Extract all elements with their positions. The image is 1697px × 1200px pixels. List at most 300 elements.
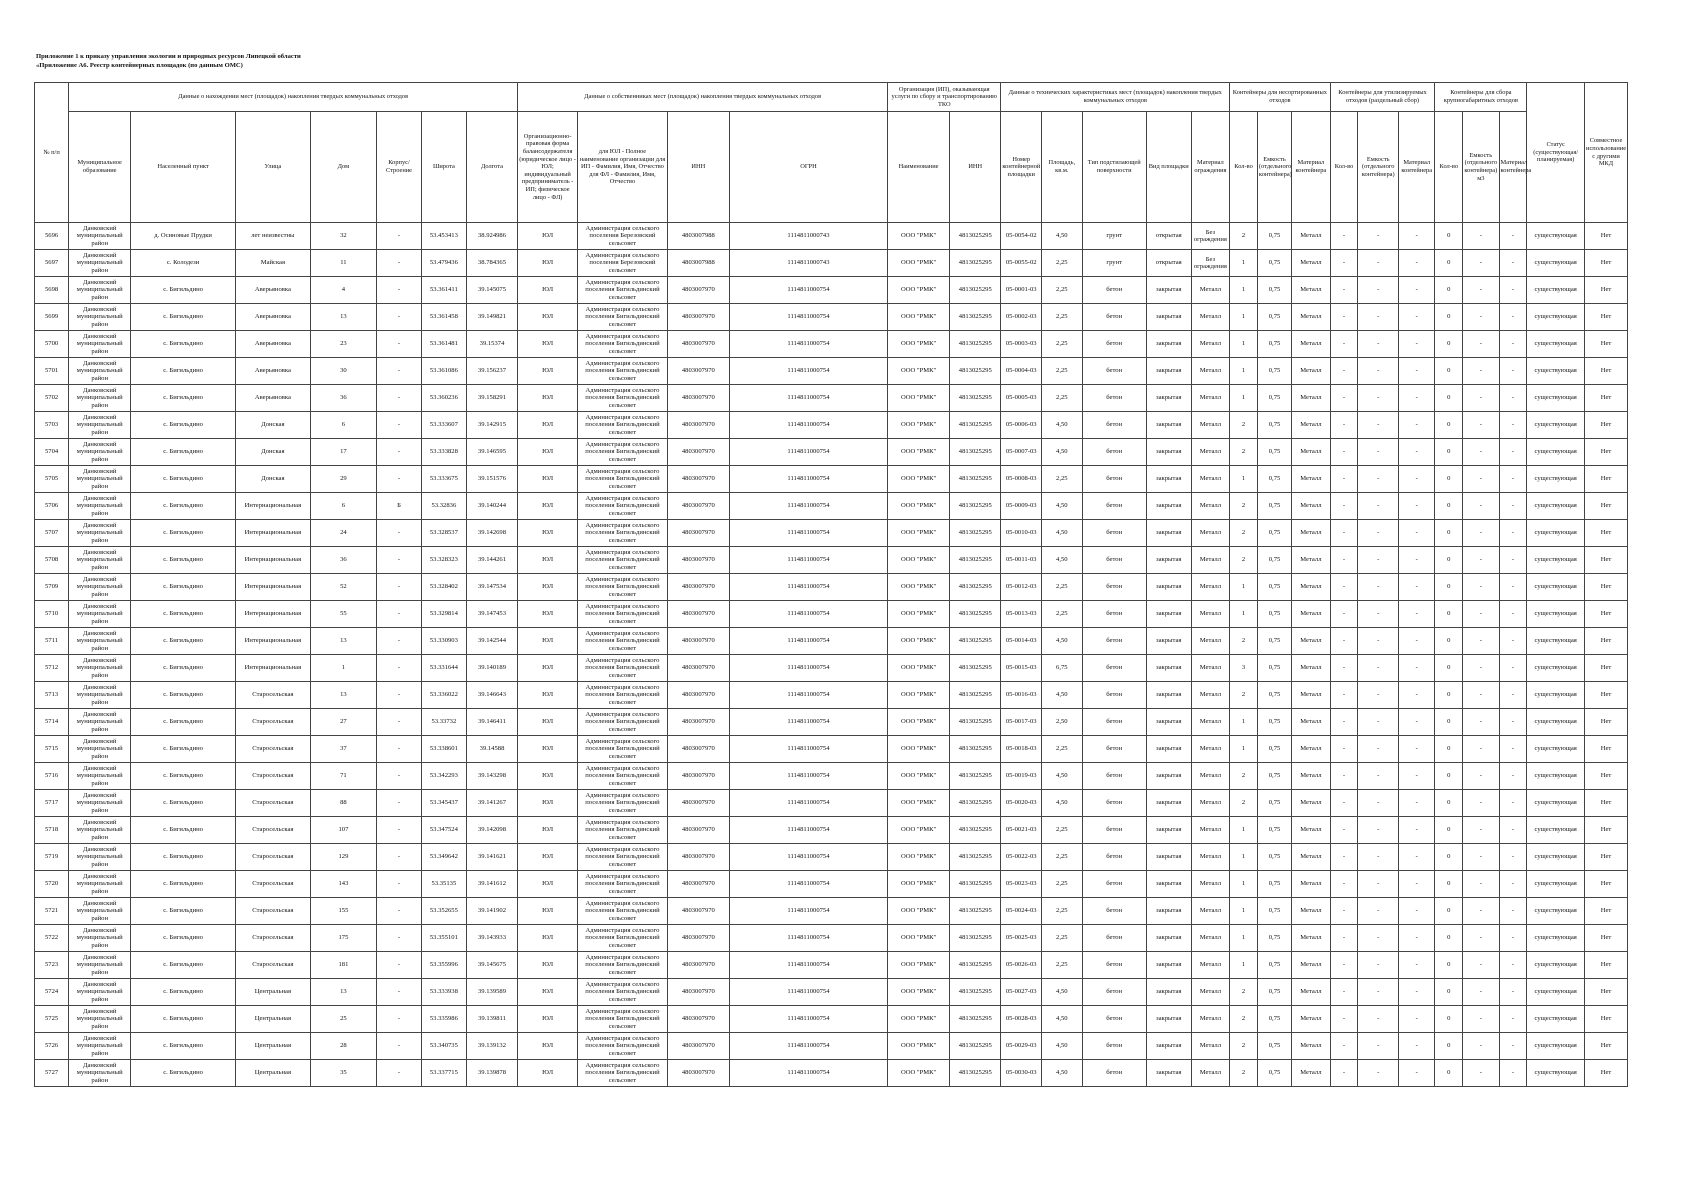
cell-house: 155 — [310, 898, 376, 925]
cell-building: - — [377, 1033, 422, 1060]
cell-ogrn: 1114811000754 — [729, 763, 887, 790]
cell-house: 35 — [310, 1060, 376, 1087]
cell-municipality: Данковский муниципальный район — [69, 574, 131, 601]
cell-volume-3: - — [1463, 925, 1499, 952]
cell-legal-form: ЮЛ — [518, 1060, 578, 1087]
cell-street: Майская — [235, 250, 310, 277]
cell-material-1: Металл — [1292, 763, 1331, 790]
cell-volume-1: 0,75 — [1257, 898, 1291, 925]
cell-material-3: - — [1499, 1033, 1527, 1060]
cell-material-1: Металл — [1292, 871, 1331, 898]
cell-qty-3: 0 — [1435, 952, 1463, 979]
cell-legal-form: ЮЛ — [518, 952, 578, 979]
cell-area: 4,50 — [1042, 682, 1083, 709]
cell-lon: 39.141621 — [466, 844, 517, 871]
cell-building: - — [377, 250, 422, 277]
cell-volume-1: 0,75 — [1257, 628, 1291, 655]
cell-settlement: с. Бигильдино — [131, 412, 236, 439]
table-row — [35, 466, 1628, 493]
cell-surface: бетон — [1082, 466, 1146, 493]
cell-qty-1: 1 — [1230, 817, 1258, 844]
cell-volume-3: - — [1463, 520, 1499, 547]
cell-operator-name: ООО "РМК" — [888, 682, 950, 709]
cell-org-name: Администрация сельского поселения Бигильдинский сельсовет — [578, 358, 668, 385]
cell-ogrn: 1114811000754 — [729, 358, 887, 385]
cell-street: Центральная — [235, 1006, 310, 1033]
cell-volume-2: - — [1358, 871, 1399, 898]
cell-material-2: - — [1399, 736, 1435, 763]
cell-qty-1: 1 — [1230, 385, 1258, 412]
cell-operator-name: ООО "РМК" — [888, 925, 950, 952]
cell-material-1: Металл — [1292, 385, 1331, 412]
cell-operator-inn: 4813025295 — [950, 223, 1001, 250]
cell-material-2: - — [1399, 331, 1435, 358]
cell-material-3: - — [1499, 250, 1527, 277]
cell-site-type: закрытая — [1146, 655, 1191, 682]
header-site-type: Вид площадки — [1146, 112, 1191, 223]
cell-operator-name: ООО "РМК" — [888, 979, 950, 1006]
cell-lat: 53.355101 — [421, 925, 466, 952]
cell-street: Старосельская — [235, 925, 310, 952]
cell-site-no: 05-0014-03 — [1001, 628, 1042, 655]
cell-material-1: Металл — [1292, 1060, 1331, 1087]
cell-inn: 4803007970 — [667, 493, 729, 520]
cell-building: - — [377, 466, 422, 493]
cell-qty-2: - — [1330, 763, 1358, 790]
cell-inn: 4803007970 — [667, 547, 729, 574]
header-status: Статус (существующая/ планируемая) — [1527, 83, 1585, 223]
cell-surface: бетон — [1082, 385, 1146, 412]
cell-operator-inn: 4813025295 — [950, 736, 1001, 763]
cell-municipality: Данковский муниципальный район — [69, 1033, 131, 1060]
cell-org-name: Администрация сельского поселения Бигильдинский сельсовет — [578, 331, 668, 358]
header-group-bulky: Контейнеры для сбора крупногабаритных отходов — [1435, 83, 1527, 112]
cell-qty-3: 0 — [1435, 574, 1463, 601]
table-row — [35, 1006, 1628, 1033]
cell-shared: Нет — [1585, 682, 1628, 709]
cell-volume-2: - — [1358, 493, 1399, 520]
cell-org-name: Администрация сельского поселения Бигильдинский сельсовет — [578, 547, 668, 574]
cell-lat: 53.328537 — [421, 520, 466, 547]
cell-volume-3: - — [1463, 493, 1499, 520]
cell-building: - — [377, 223, 422, 250]
cell-lon: 39.15374 — [466, 331, 517, 358]
cell-lon: 39.141267 — [466, 790, 517, 817]
cell-inn: 4803007970 — [667, 466, 729, 493]
cell-site-type: закрытая — [1146, 925, 1191, 952]
cell-street: Центральная — [235, 1033, 310, 1060]
cell-municipality: Данковский муниципальный район — [69, 817, 131, 844]
cell-building: - — [377, 574, 422, 601]
cell-area: 4,50 — [1042, 1006, 1083, 1033]
cell-material-2: - — [1399, 655, 1435, 682]
cell-num: 5721 — [35, 898, 69, 925]
cell-volume-1: 0,75 — [1257, 979, 1291, 1006]
registry-body — [35, 223, 1628, 1087]
cell-legal-form: ЮЛ — [518, 250, 578, 277]
cell-surface: бетон — [1082, 925, 1146, 952]
table-row — [35, 304, 1628, 331]
cell-area: 2,25 — [1042, 277, 1083, 304]
cell-material-1: Металл — [1292, 574, 1331, 601]
cell-status: существующая — [1527, 223, 1585, 250]
cell-num: 5727 — [35, 1060, 69, 1087]
cell-operator-inn: 4813025295 — [950, 628, 1001, 655]
cell-volume-1: 0,75 — [1257, 439, 1291, 466]
cell-qty-1: 2 — [1230, 1033, 1258, 1060]
cell-qty-1: 3 — [1230, 655, 1258, 682]
table-row — [35, 493, 1628, 520]
cell-qty-1: 1 — [1230, 304, 1258, 331]
cell-fence: Металл — [1191, 385, 1229, 412]
cell-qty-2: - — [1330, 466, 1358, 493]
cell-municipality: Данковский муниципальный район — [69, 412, 131, 439]
cell-qty-1: 1 — [1230, 358, 1258, 385]
cell-num: 5712 — [35, 655, 69, 682]
cell-volume-3: - — [1463, 331, 1499, 358]
cell-volume-3: - — [1463, 709, 1499, 736]
cell-material-1: Металл — [1292, 925, 1331, 952]
cell-building: - — [377, 277, 422, 304]
cell-street: Аверьяновка — [235, 304, 310, 331]
cell-building: - — [377, 979, 422, 1006]
cell-status: существующая — [1527, 790, 1585, 817]
cell-qty-2: - — [1330, 547, 1358, 574]
cell-street: Интернациональная — [235, 628, 310, 655]
cell-org-name: Администрация сельского поселения Бигильдинский сельсовет — [578, 1033, 668, 1060]
cell-lon: 39.145075 — [466, 277, 517, 304]
cell-settlement: с. Бигильдино — [131, 979, 236, 1006]
cell-status: существующая — [1527, 304, 1585, 331]
cell-qty-1: 2 — [1230, 439, 1258, 466]
cell-municipality: Данковский муниципальный район — [69, 898, 131, 925]
cell-fence: Металл — [1191, 628, 1229, 655]
cell-surface: бетон — [1082, 682, 1146, 709]
cell-num: 5698 — [35, 277, 69, 304]
cell-lat: 53.333938 — [421, 979, 466, 1006]
cell-org-name: Администрация сельского поселения Бигильдинский сельсовет — [578, 628, 668, 655]
cell-operator-inn: 4813025295 — [950, 763, 1001, 790]
cell-settlement: с. Бигильдино — [131, 790, 236, 817]
cell-num: 5700 — [35, 331, 69, 358]
cell-municipality: Данковский муниципальный район — [69, 925, 131, 952]
cell-fence: Металл — [1191, 871, 1229, 898]
table-row — [35, 682, 1628, 709]
cell-material-2: - — [1399, 547, 1435, 574]
cell-inn: 4803007970 — [667, 304, 729, 331]
cell-num: 5708 — [35, 547, 69, 574]
cell-volume-2: - — [1358, 412, 1399, 439]
cell-qty-3: 0 — [1435, 709, 1463, 736]
cell-settlement: с. Бигильдино — [131, 358, 236, 385]
cell-material-2: - — [1399, 250, 1435, 277]
cell-volume-3: - — [1463, 223, 1499, 250]
cell-qty-3: 0 — [1435, 250, 1463, 277]
cell-fence: Металл — [1191, 547, 1229, 574]
cell-material-2: - — [1399, 277, 1435, 304]
cell-ogrn: 1114811000754 — [729, 493, 887, 520]
cell-qty-3: 0 — [1435, 358, 1463, 385]
cell-street: Старосельская — [235, 790, 310, 817]
cell-material-1: Металл — [1292, 628, 1331, 655]
cell-volume-3: - — [1463, 844, 1499, 871]
cell-qty-2: - — [1330, 655, 1358, 682]
cell-inn: 4803007970 — [667, 817, 729, 844]
cell-operator-name: ООО "РМК" — [888, 601, 950, 628]
cell-ogrn: 1114811000754 — [729, 304, 887, 331]
cell-shared: Нет — [1585, 1006, 1628, 1033]
cell-site-no: 05-0011-03 — [1001, 547, 1042, 574]
cell-material-3: - — [1499, 331, 1527, 358]
cell-qty-3: 0 — [1435, 1060, 1463, 1087]
cell-operator-inn: 4813025295 — [950, 817, 1001, 844]
cell-settlement: с. Бигильдино — [131, 493, 236, 520]
cell-material-3: - — [1499, 466, 1527, 493]
cell-operator-inn: 4813025295 — [950, 466, 1001, 493]
cell-lon: 39.147534 — [466, 574, 517, 601]
cell-operator-inn: 4813025295 — [950, 790, 1001, 817]
cell-site-type: закрытая — [1146, 493, 1191, 520]
cell-surface: бетон — [1082, 358, 1146, 385]
cell-shared: Нет — [1585, 655, 1628, 682]
cell-legal-form: ЮЛ — [518, 331, 578, 358]
cell-street: Донская — [235, 412, 310, 439]
cell-area: 2,25 — [1042, 385, 1083, 412]
cell-municipality: Данковский муниципальный район — [69, 682, 131, 709]
cell-material-1: Металл — [1292, 1006, 1331, 1033]
cell-area: 4,50 — [1042, 1033, 1083, 1060]
cell-site-type: закрытая — [1146, 520, 1191, 547]
cell-qty-2: - — [1330, 412, 1358, 439]
cell-material-1: Металл — [1292, 790, 1331, 817]
cell-volume-1: 0,75 — [1257, 1033, 1291, 1060]
cell-building: - — [377, 439, 422, 466]
cell-house: 28 — [310, 1033, 376, 1060]
cell-material-3: - — [1499, 1006, 1527, 1033]
cell-operator-inn: 4813025295 — [950, 709, 1001, 736]
cell-legal-form: ЮЛ — [518, 304, 578, 331]
cell-material-2: - — [1399, 979, 1435, 1006]
cell-fence: Металл — [1191, 790, 1229, 817]
cell-lon: 39.146643 — [466, 682, 517, 709]
cell-house: 88 — [310, 790, 376, 817]
header-group-assorted: Контейнеры для несортированных отходов — [1230, 83, 1331, 112]
cell-house: 13 — [310, 628, 376, 655]
cell-settlement: с. Бигильдино — [131, 844, 236, 871]
cell-area: 2,25 — [1042, 817, 1083, 844]
cell-volume-1: 0,75 — [1257, 493, 1291, 520]
cell-lat: 53.360236 — [421, 385, 466, 412]
cell-operator-name: ООО "РМК" — [888, 223, 950, 250]
cell-surface: бетон — [1082, 493, 1146, 520]
cell-qty-3: 0 — [1435, 412, 1463, 439]
cell-municipality: Данковский муниципальный район — [69, 601, 131, 628]
cell-operator-inn: 4813025295 — [950, 304, 1001, 331]
cell-surface: бетон — [1082, 709, 1146, 736]
cell-house: 6 — [310, 412, 376, 439]
header-building: Корпус/Строение — [377, 112, 422, 223]
cell-lat: 53.328323 — [421, 547, 466, 574]
cell-municipality: Данковский муниципальный район — [69, 304, 131, 331]
cell-lat: 53.361411 — [421, 277, 466, 304]
cell-house: 37 — [310, 736, 376, 763]
cell-material-1: Металл — [1292, 682, 1331, 709]
cell-volume-2: - — [1358, 979, 1399, 1006]
cell-lat: 53.333828 — [421, 439, 466, 466]
cell-operator-inn: 4813025295 — [950, 412, 1001, 439]
cell-inn: 4803007970 — [667, 277, 729, 304]
cell-municipality: Данковский муниципальный район — [69, 547, 131, 574]
cell-site-type: закрытая — [1146, 817, 1191, 844]
cell-shared: Нет — [1585, 628, 1628, 655]
cell-org-name: Администрация сельского поселения Бигильдинский сельсовет — [578, 304, 668, 331]
cell-status: существующая — [1527, 331, 1585, 358]
cell-surface: бетон — [1082, 574, 1146, 601]
cell-site-no: 05-0012-03 — [1001, 574, 1042, 601]
cell-street: Аверьяновка — [235, 385, 310, 412]
cell-status: существующая — [1527, 655, 1585, 682]
cell-surface: бетон — [1082, 439, 1146, 466]
cell-qty-1: 2 — [1230, 547, 1258, 574]
cell-legal-form: ЮЛ — [518, 439, 578, 466]
cell-area: 4,50 — [1042, 547, 1083, 574]
header-org-name: для ЮЛ - Полное наименование организации для ИП - Фамилия, Имя, Отчество для ФЛ - Фамилия, Имя, Отчество — [578, 112, 668, 223]
cell-building: - — [377, 817, 422, 844]
cell-num: 5720 — [35, 871, 69, 898]
cell-material-1: Металл — [1292, 277, 1331, 304]
cell-volume-1: 0,75 — [1257, 790, 1291, 817]
cell-surface: бетон — [1082, 952, 1146, 979]
cell-status: существующая — [1527, 493, 1585, 520]
cell-shared: Нет — [1585, 790, 1628, 817]
cell-site-no: 05-0003-03 — [1001, 331, 1042, 358]
cell-shared: Нет — [1585, 223, 1628, 250]
cell-material-2: - — [1399, 709, 1435, 736]
cell-qty-3: 0 — [1435, 601, 1463, 628]
cell-status: существующая — [1527, 709, 1585, 736]
cell-lat: 53.361481 — [421, 331, 466, 358]
cell-area: 4,50 — [1042, 520, 1083, 547]
cell-qty-3: 0 — [1435, 817, 1463, 844]
cell-building: - — [377, 1006, 422, 1033]
cell-material-1: Металл — [1292, 1033, 1331, 1060]
cell-material-1: Металл — [1292, 898, 1331, 925]
cell-operator-name: ООО "РМК" — [888, 466, 950, 493]
header-qty-2: Кол-во — [1330, 112, 1358, 223]
cell-house: 25 — [310, 1006, 376, 1033]
cell-legal-form: ЮЛ — [518, 844, 578, 871]
cell-site-no: 05-0022-03 — [1001, 844, 1042, 871]
cell-operator-inn: 4813025295 — [950, 385, 1001, 412]
cell-operator-inn: 4813025295 — [950, 1060, 1001, 1087]
cell-org-name: Администрация сельского поселения Бигильдинский сельсовет — [578, 898, 668, 925]
cell-shared: Нет — [1585, 601, 1628, 628]
cell-volume-3: - — [1463, 952, 1499, 979]
cell-operator-name: ООО "РМК" — [888, 952, 950, 979]
cell-num: 5722 — [35, 925, 69, 952]
cell-legal-form: ЮЛ — [518, 1033, 578, 1060]
cell-material-2: - — [1399, 1060, 1435, 1087]
cell-fence: Металл — [1191, 763, 1229, 790]
cell-qty-2: - — [1330, 817, 1358, 844]
cell-municipality: Данковский муниципальный район — [69, 790, 131, 817]
cell-site-type: закрытая — [1146, 1006, 1191, 1033]
cell-legal-form: ЮЛ — [518, 655, 578, 682]
cell-material-3: - — [1499, 628, 1527, 655]
cell-lat: 53.337715 — [421, 1060, 466, 1087]
cell-material-2: - — [1399, 574, 1435, 601]
cell-num: 5713 — [35, 682, 69, 709]
cell-volume-2: - — [1358, 682, 1399, 709]
cell-material-3: - — [1499, 601, 1527, 628]
cell-volume-2: - — [1358, 925, 1399, 952]
cell-fence: Металл — [1191, 925, 1229, 952]
cell-municipality: Данковский муниципальный район — [69, 655, 131, 682]
cell-qty-1: 2 — [1230, 790, 1258, 817]
table-row — [35, 844, 1628, 871]
cell-fence: Металл — [1191, 277, 1229, 304]
cell-volume-3: - — [1463, 250, 1499, 277]
cell-building: - — [377, 790, 422, 817]
cell-num: 5709 — [35, 574, 69, 601]
cell-street: Интернациональная — [235, 520, 310, 547]
cell-lon: 39.142698 — [466, 520, 517, 547]
cell-lat: 53.361086 — [421, 358, 466, 385]
cell-settlement: с. Бигильдино — [131, 574, 236, 601]
cell-shared: Нет — [1585, 520, 1628, 547]
cell-fence: Металл — [1191, 520, 1229, 547]
cell-street: Аверьяновка — [235, 331, 310, 358]
cell-shared: Нет — [1585, 817, 1628, 844]
cell-site-no: 05-0015-03 — [1001, 655, 1042, 682]
header-material-1: Материал контейнера — [1292, 112, 1331, 223]
cell-house: 4 — [310, 277, 376, 304]
cell-qty-1: 2 — [1230, 682, 1258, 709]
cell-fence: Металл — [1191, 655, 1229, 682]
cell-inn: 4803007970 — [667, 412, 729, 439]
header-qty-1: Кол-во — [1230, 112, 1258, 223]
cell-street: Донская — [235, 439, 310, 466]
cell-ogrn: 1114811000754 — [729, 574, 887, 601]
cell-qty-1: 2 — [1230, 493, 1258, 520]
header-row-groups — [35, 83, 1628, 112]
cell-volume-1: 0,75 — [1257, 1006, 1291, 1033]
cell-surface: бетон — [1082, 628, 1146, 655]
cell-building: - — [377, 1060, 422, 1087]
cell-surface: бетон — [1082, 979, 1146, 1006]
cell-ogrn: 1114811000754 — [729, 520, 887, 547]
table-row — [35, 952, 1628, 979]
cell-org-name: Администрация сельского поселения Бигильдинский сельсовет — [578, 520, 668, 547]
cell-qty-2: - — [1330, 601, 1358, 628]
cell-material-3: - — [1499, 871, 1527, 898]
cell-ogrn: 1114811000754 — [729, 385, 887, 412]
cell-volume-2: - — [1358, 574, 1399, 601]
cell-site-no: 05-0054-02 — [1001, 223, 1042, 250]
cell-fence: Металл — [1191, 844, 1229, 871]
cell-fence: Металл — [1191, 331, 1229, 358]
cell-operator-name: ООО "РМК" — [888, 1060, 950, 1087]
cell-material-3: - — [1499, 952, 1527, 979]
cell-status: существующая — [1527, 601, 1585, 628]
cell-volume-3: - — [1463, 871, 1499, 898]
cell-municipality: Данковский муниципальный район — [69, 1060, 131, 1087]
cell-surface: бетон — [1082, 412, 1146, 439]
cell-house: 13 — [310, 979, 376, 1006]
cell-settlement: с. Бигильдино — [131, 655, 236, 682]
header-area: Площадь, кв.м. — [1042, 112, 1083, 223]
cell-fence: Металл — [1191, 682, 1229, 709]
